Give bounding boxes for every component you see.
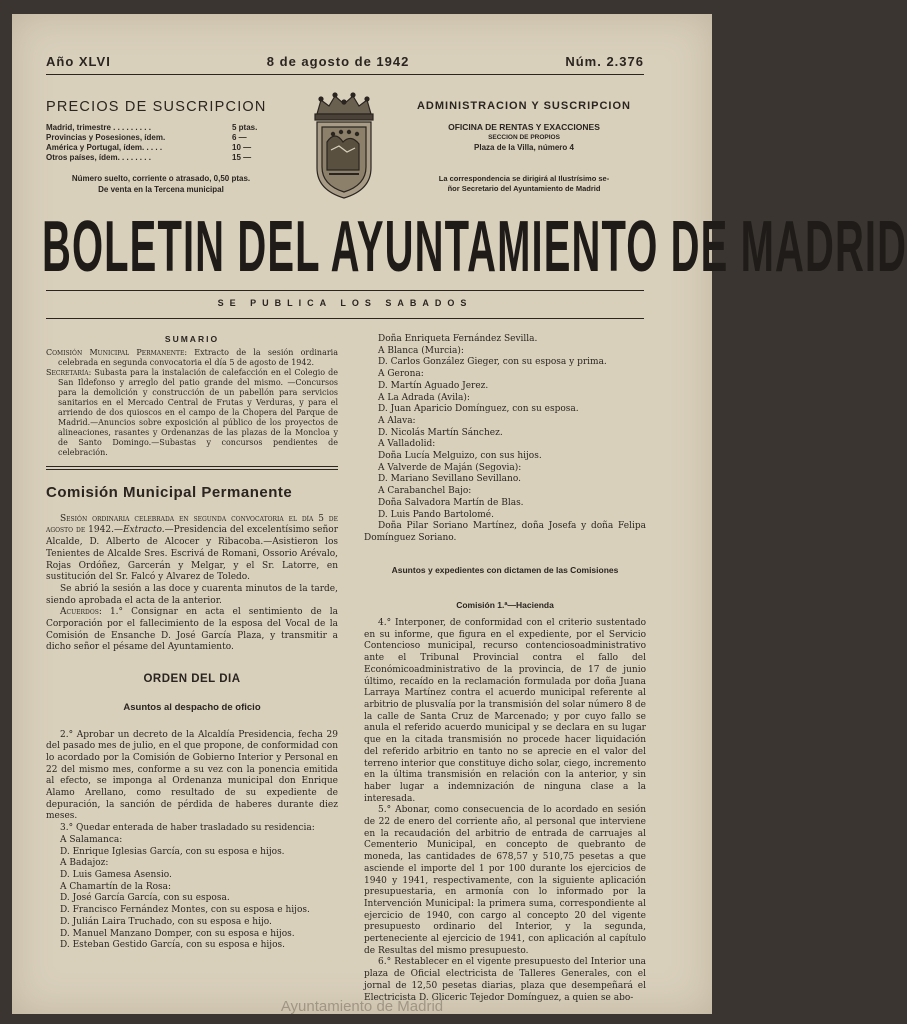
- subscription-title: PRECIOS DE SUSCRIPCION: [46, 99, 267, 115]
- residence-destination: A Valverde de Maján (Segovia):: [378, 462, 522, 473]
- residence-person: D. Carlos González Gieger, con su esposa y prima.: [378, 357, 607, 368]
- section-name: SECCION DE PROPIOS: [488, 134, 560, 141]
- agreement-4: 4.° Interponer, de conformidad con el criterio sustentado en su informe, que figura en el expediente, por el Servicio Contencioso municipal, recurso contenciosoadministrativo ante el Tribunal Provincial contra el fallo del Económicoadministrativo de la provincia, de 17 de junio último, recaído en la reclamación formulada por doña Juana Larraya Martínez contra el acuerdo municipal referente al arbitrio de plusvalía por la transmisión del solar número 8 de la calle de Santa Cruz de Marcenado; y por cuyo fallo se anula el referido acuerdo municipal y se declara en su lugar que en la citada transmisión no procede hacer liquidación del referido arbitrio en tanto no se aprecie en el valor del terreno interior que constituye dicho solar, ciego, incremento en la última transmisión en relación con la anterior, y sin haber lugar a indemnización de ninguna clase a la interesada.: [364, 618, 646, 804]
- administration-title: ADMINISTRACION Y SUSCRIPCION: [416, 100, 631, 112]
- madrid-coat-of-arms-icon: [303, 90, 385, 202]
- residence-destination: A Gerona:: [378, 369, 424, 380]
- administration-box: [404, 100, 644, 194]
- residence-destination: A Chamartín de la Rosa:: [60, 881, 172, 892]
- residence-person: D. Luis Pando Bartolomé.: [378, 509, 494, 520]
- residence-list-left: [46, 835, 338, 952]
- agreement-1: Acuerdos: 1.° Consignar en acta el sentimiento de la Corporación por el fallecimiento de la esposa del Vocal de la Comisión de Ensanche D. José García Plaza, y transmitir a dicho señor el pésame del Ayuntamiento.: [46, 607, 338, 653]
- residence-person: D. Mariano Sevillano Sevillano.: [378, 474, 521, 485]
- issue-number: Núm. 2.376: [565, 54, 644, 69]
- agreement-6: 6.° Restablecer en el vigente presupuesto del Interior una plaza de Oficial electricista de Talleres Generales, con el jornal de 12,50 pesetas diarias, plaza que desempeñará el Electricista D. Gliceric Tejedor Domínguez, a quien se abo-: [364, 957, 646, 1003]
- correspondence-note: La correspondencia se dirigirá al Ilustrísimo se- ñor Secretario del Ayuntamiento de Madrid: [438, 174, 610, 193]
- session-intro: Sesión ordinaria celebrada en segunda convocatoria el día 5 de agosto de 1942.—Extracto.—Presidencia del excelentísimo señor Alcalde, D. Alberto de Alcocer y Ribacoba.—Asistieron los Tenientes de Alcalde Sres. Escrivá de Romani, Ossorio Arévalo, Rojas Ordóñez, Garcerán y Melgar, y el Sr. Latorre, en sustitución del Sr. Falcó y Alvarez de Toledo.: [46, 513, 338, 583]
- agreement-2: 2.° Aprobar un decreto de la Alcaldía Presidencia, fecha 29 del pasado mes de julio, en el que propone, de conformidad con lo acordado por la Comisión de Gobierno Interior y Personal en 22 del mismo mes, conforme a su vez con la ponencia emitida al efecto, se imponga al Ordenanza municipal don Enrique Alamo Arellano, como resultado de su expediente de depuración, la sanción de pérdida de haberes durante diez meses.: [46, 729, 338, 822]
- residence-person: D. Juan Aparicio Domínguez, con su esposa.: [378, 404, 579, 415]
- office-name: OFICINA DE RENTAS Y EXACCIONES: [448, 122, 600, 132]
- residence-destination: A Carabanchel Bajo:: [378, 486, 472, 497]
- masthead-title: BOLETIN DEL AYUNTAMIENTO DE MADRID: [42, 207, 907, 287]
- tagline: SE PUBLICA LOS SABADOS: [217, 298, 473, 308]
- subscription-prices: [46, 99, 286, 195]
- right-column: [364, 334, 646, 1004]
- residence-person: Doña Salvadora Martín de Blas.: [378, 497, 524, 508]
- residence-person: D. Esteban Gestido García, con su esposa e hijos.: [60, 940, 285, 951]
- top-rule: [46, 74, 644, 75]
- residence-destination: A La Adrada (Avila):: [378, 392, 470, 403]
- residence-destination: A Blanca (Murcia):: [378, 345, 464, 356]
- left-column: [46, 334, 338, 952]
- sumario-item: Comisión Municipal Permanente: Extracto de la sesión ordinaria celebrada en segunda convocatoria el día 5 de agosto de 1942.: [46, 347, 338, 367]
- watermark: Ayuntamiento de Madrid: [280, 998, 444, 1015]
- asuntos-title: Asuntos y expedientes con dictamen de las Comisiones: [391, 564, 619, 575]
- residence-person: D. Nicolás Martín Sánchez.: [378, 427, 503, 438]
- masthead-rule: [46, 290, 644, 291]
- residence-person: D. Martín Aguado Jerez.: [378, 380, 489, 391]
- residence-destination: A Alava:: [378, 415, 416, 426]
- residence-person: D. Manuel Manzano Domper, con su esposa e hijos.: [60, 928, 295, 939]
- residence-person: D. Enrique Iglesias García, con su esposa e hijos.: [60, 846, 285, 857]
- residence-person: D. Francisco Fernández Montes, con su esposa e hijos.: [60, 905, 310, 916]
- residence-last: Doña Pilar Soriano Martínez, doña Josefa y doña Felipa Domínguez Soriano.: [364, 521, 646, 543]
- sumario-item: Secretaría: Subasta para la instalación de calefacción en el Colegio de San Ildefonso y arreglo del patio grande del mismo. —Concursos para la demolición y construcción de un pabellón para servicios sanitarios en el Mercado Central de Frutas y Verduras, y para el arriendo de dos quioscos en el campo de la Chopera del Parque de Madrid.—Anuncios sobre exposición al público de los proyectos de alineaciones, rasantes y Ordenanzas de las plazas de la Moncloa y de Santo Domingo.—Subastas y concursos pendientes de celebración.: [46, 367, 338, 457]
- newspaper-page: [12, 14, 907, 1015]
- price-row: Madrid, trimestre . . . . . . . . . 5 ptas.: [46, 123, 258, 132]
- price-row: América y Portugal, ídem. . . . . 10 —: [46, 143, 252, 152]
- residence-person: D. José García García, con su esposa.: [60, 893, 230, 904]
- agreement-3: 3.° Quedar enterada de haber trasladado su residencia:: [60, 823, 315, 834]
- orden-subtitle: Asuntos al despacho de oficio: [123, 701, 261, 713]
- orden-title: ORDEN DEL DIA: [143, 673, 241, 686]
- residence-person: D. Julián Laira Truchado, con su esposa e hijo.: [60, 916, 272, 927]
- residence-person: Doña Enriqueta Fernández Sevilla.: [378, 334, 538, 344]
- comision-title: Comisión Municipal Permanente: [46, 483, 293, 501]
- residence-person: D. Luis Gamesa Asensio.: [60, 869, 172, 880]
- agreement-5: 5.° Abonar, como consecuencia de lo acordado en sesión de 22 de enero del corriente año, al personal que interviene en la recaudación del arbitrio de entrada de carruajes al Cementerio Municipal, en concepto de quebranto de moneda, las cantidades de 678,57 y 510,75 pesetas a que asciende el importe del 1 por 100 durante los ejercicios de 1940 y 1941, respectivamente, con la siguiente aplicación presupuestaria, en armonía con lo informado por la Intervención Municipal: la primera suma, correspondiente al ejercicio de 1940, con cargo al concepto 20 del vigente presupuesto ordinario del Interior, y la segunda, perteneciente al ejercicio de 1941, con aplicación al capítulo de Resultas del mismo presupuesto.: [364, 805, 646, 956]
- residence-destination: A Salamanca:: [60, 834, 123, 845]
- single-issue-note: Número suelto, corriente o atrasado, 0,50 ptas. De venta en la Tercena municipal: [71, 174, 251, 194]
- issue-year: Año XLVI: [46, 54, 111, 69]
- tagline-rule: [46, 318, 644, 319]
- sumario-title: SUMARIO: [164, 334, 220, 344]
- comision-hacienda-title: Comisión 1.ª—Hacienda: [456, 600, 554, 611]
- issue-line: [46, 54, 644, 69]
- price-row: Otros países, ídem. . . . . . . . 15 —: [46, 153, 252, 162]
- residence-destination: A Badajoz:: [60, 858, 109, 869]
- price-row: Provincias y Posesiones, ídem. 6 —: [46, 133, 247, 142]
- session-opening: Se abrió la sesión a las doce y cuarenta minutos de la tarde, siendo aprobada el acta de la anterior.: [46, 583, 338, 606]
- issue-date: 8 de agosto de 1942: [266, 54, 410, 69]
- office-address: Plaza de la Villa, número 4: [474, 143, 574, 152]
- section-divider: [46, 466, 338, 470]
- residence-list-right: [364, 334, 646, 521]
- sumario: [46, 334, 338, 458]
- residence-person: Doña Lucía Melguizo, con sus hijos.: [378, 451, 542, 462]
- residence-destination: A Valladolid:: [378, 439, 436, 450]
